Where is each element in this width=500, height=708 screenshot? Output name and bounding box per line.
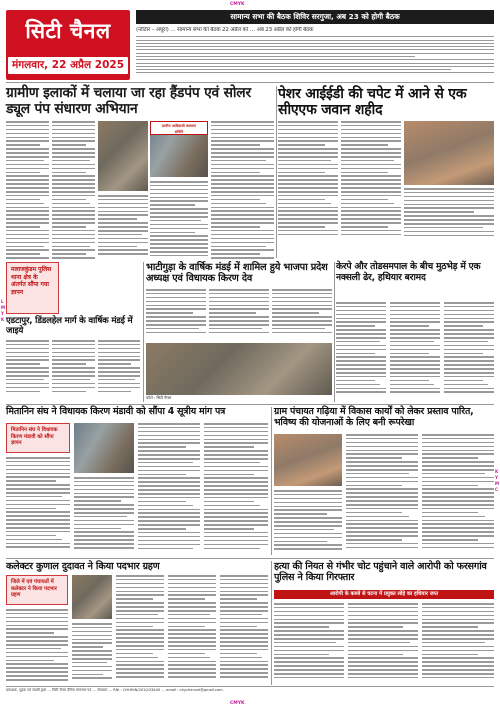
photo-mitanin	[74, 423, 134, 473]
photo-gram-panchayat	[274, 434, 342, 486]
column-divider	[334, 262, 335, 402]
sidebar-box-2	[6, 423, 70, 453]
article-mitanin-col3	[138, 423, 200, 553]
sticker-line2: समिति	[174, 130, 184, 134]
divider	[6, 686, 494, 687]
article-handpump-col1	[6, 121, 49, 259]
headline-mitanin: मितानिन संघ ने विधायक किरण मंडावी को सौंपा 4 सूत्रीय मांग पत्र	[6, 406, 226, 417]
article-arrest-col1	[274, 603, 344, 684]
article-ied-col3	[404, 188, 494, 237]
masthead	[6, 10, 130, 80]
masthead-date: मंगलवार, 22 अप्रैल 2025	[8, 57, 128, 74]
article-mandai-col1	[146, 289, 206, 339]
reg-mark-left-2: M	[1, 305, 5, 310]
reg-mark-right-1: K	[495, 469, 499, 474]
divider	[6, 558, 494, 559]
headline-handpump: ग्रामीण इलाकों में चलाया जा रहा हैंडपंप एवं सोलर ड्यूल पंप संधारण अभियान	[6, 85, 251, 117]
headline-encounter: केरपे और तोडसमपाल के बीच मुठभेड़ में एक नक्सली ढेर, हथियार बरामद	[336, 261, 481, 283]
photo-handpump	[98, 121, 148, 191]
article-mitanin-col2	[74, 477, 134, 553]
sidebar-box-2-title: मितानिन संघ ने विधायक किरण मंडावी को सौंपा ज्ञापन	[11, 427, 58, 446]
column-divider	[271, 561, 272, 685]
article-mitanin-col4	[204, 423, 268, 553]
cmyk-mark-top: CMYK	[230, 2, 245, 7]
article-panchayat-col1	[274, 490, 342, 553]
article-edtapur-col2	[52, 340, 95, 396]
sidebar-box-1-title: मलाजकुंडम पुलिस थाना क्षेत्र के अंतर्गत सौंपा गया ज्ञापन	[11, 266, 52, 296]
article-ied-col1	[278, 121, 338, 237]
article-mitanin-col1	[6, 457, 70, 553]
article-collector-col5	[220, 575, 268, 684]
photo-mandai-event	[146, 343, 332, 395]
article-collector-col2	[72, 623, 112, 684]
reg-mark-left-1: L	[1, 299, 4, 304]
headline-farasgaon-arrest: हत्या की नियत से गंभीर चोट पहुंचाने वाले आरोपी को फरसगांव पुलिस ने किया गिरफ्तार	[274, 561, 487, 584]
reg-mark-left-3: Y	[1, 311, 4, 316]
reg-mark-right-3: M	[495, 481, 499, 486]
sticker-label	[150, 121, 208, 135]
divider	[6, 404, 494, 405]
article-panchayat-col3	[422, 434, 494, 553]
article-edtapur-col3	[98, 340, 140, 396]
photo-caption: फोटो : सिटी चैनल	[146, 395, 172, 400]
article-mandai-col2	[209, 289, 269, 339]
article-encounter-col3	[444, 302, 494, 396]
top-brief	[136, 27, 494, 79]
article-arrest-col3	[422, 603, 494, 684]
top-brief-text: (नोटिस – अधूरा) … सामान्य सभा की बैठक 22 अप्रैल को … अब 23 अप्रैल को होगी बैठक	[136, 27, 314, 33]
column-divider	[271, 407, 272, 555]
sidebar-box-1	[6, 262, 59, 314]
article-collector-col3	[116, 575, 164, 684]
cmyk-mark-bottom: CMYK	[230, 701, 245, 706]
photo-ied-jawan	[404, 121, 494, 185]
article-mandai-col3	[272, 289, 332, 339]
reg-mark-left-4: K	[1, 317, 5, 322]
footer-imprint: प्रकाशक, मुद्रक एवं स्वामी द्वारा … सिटी चैनल दैनिक समाचार पत्र … संपादक … RNI : CHHHIN/2010/33440 … email : citychannel@gmail.com	[6, 688, 223, 692]
headline-bhatiguda-mandai: भाटीगुड़ा के वार्षिक मंडई में शामिल हुये भाजपा प्रदेश अध्यक्ष एवं विधायक किरण देव	[146, 262, 328, 285]
article-encounter-col2	[390, 302, 440, 396]
article-handpump-col4	[150, 181, 208, 259]
article-ied-col2	[341, 121, 401, 237]
divider	[6, 82, 494, 83]
column-divider	[276, 86, 277, 258]
article-handpump-col2	[52, 121, 95, 259]
masthead-title: सिटी चैनल	[25, 19, 111, 43]
headline-ied-blast: पेशर आईईडी की चपेट में आने से एक सीएएफ जवान शहीद	[278, 86, 467, 119]
article-handpump-col5	[211, 121, 274, 259]
reg-mark-right-2: Y	[495, 475, 498, 480]
photo-collector	[72, 575, 112, 619]
reg-mark-right-4: C	[495, 487, 498, 492]
article-collector-col1	[6, 609, 68, 684]
article-arrest-col2	[348, 603, 418, 684]
article-collector-col4	[168, 575, 216, 684]
headline-edtapur: एडटापुर, डिंडलहेल मार्ग के वार्षिक मंडई में जाइये	[6, 316, 133, 336]
article-encounter-col1	[336, 302, 386, 396]
headline-collector: कलेक्टर कुणाल दुदावत ने किया पदभार ग्रहण	[6, 561, 160, 572]
top-banner: सामान्य सभा की बैठक शिविर सरगुजा, अब 23 को होगी बैठक	[136, 10, 494, 24]
sticker-line1: ग्रामीण आदिवासी कल्याण	[162, 124, 196, 128]
sidebar-box-3	[6, 575, 68, 605]
top-brief-lines	[136, 36, 494, 76]
article-edtapur-col1	[6, 340, 49, 396]
headline-gram-panchayat: ग्राम पंचायत गढ़िया में विकास कार्यों को लेकर प्रस्ताव पारित, भविष्य की योजनाओं के लिए बनी रूपरेखा	[274, 406, 474, 428]
sidebar-box-3-title: जिले में एवं पंचायतों में कलेक्टर ने किया पदभार ग्रहण	[11, 579, 57, 598]
article-handpump-col3	[98, 195, 148, 259]
column-divider	[143, 262, 144, 402]
subheadline-weapon-seized: आरोपी के कब्जे से घटना में प्रयुक्त लोहे का हथियार जप्त	[274, 590, 494, 599]
article-panchayat-col2	[346, 434, 418, 553]
